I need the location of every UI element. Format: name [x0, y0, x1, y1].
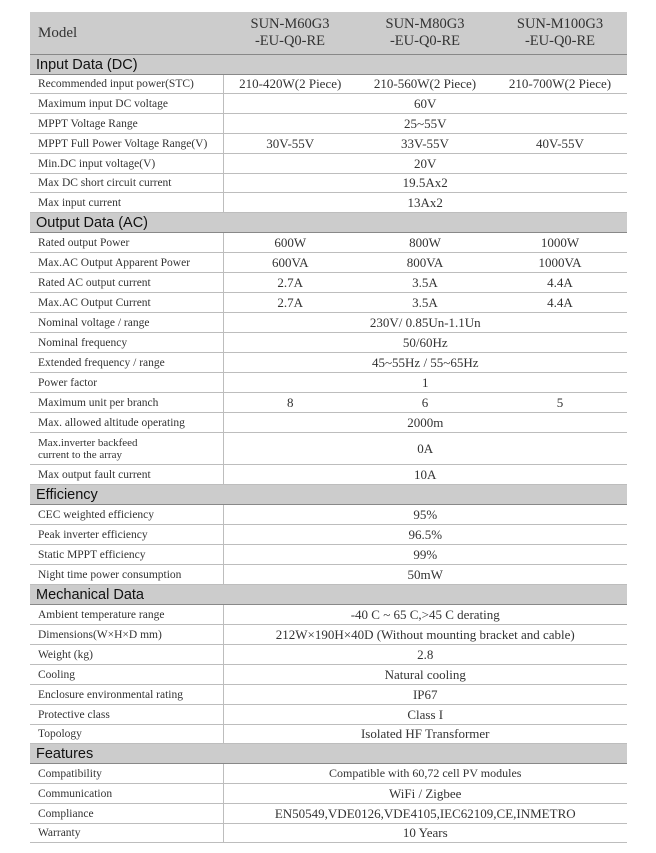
model-name-m80 [357, 12, 493, 55]
section-header [30, 55, 627, 75]
spec-row [30, 665, 627, 685]
spec-value: 3.5A [357, 273, 493, 293]
spec-row [30, 645, 627, 665]
section-title: Mechanical Data [30, 585, 627, 605]
spec-label: Recommended input power(STC) [30, 75, 223, 94]
spec-table [30, 12, 627, 843]
spec-value: 5 [493, 393, 627, 413]
model-line: SUN-M100G3 [516, 16, 604, 32]
spec-label: Dimensions(W×H×D mm) [30, 625, 223, 645]
spec-table-body [30, 12, 627, 843]
spec-value: 30V-55V [223, 134, 357, 154]
spec-value: 230V/ 0.85Un-1.1Un [223, 313, 627, 333]
spec-value: Isolated HF Transformer [223, 725, 627, 744]
spec-value: 8 [223, 393, 357, 413]
spec-row [30, 154, 627, 174]
spec-label: Power factor [30, 373, 223, 393]
section-header [30, 585, 627, 605]
spec-label: Maximum unit per branch [30, 393, 223, 413]
datasheet [30, 12, 627, 843]
spec-label: Max.AC Output Current [30, 293, 223, 313]
spec-label: Peak inverter efficiency [30, 525, 223, 545]
spec-value: 2.8 [223, 645, 627, 665]
section-header [30, 485, 627, 505]
spec-row [30, 75, 627, 94]
spec-row [30, 685, 627, 705]
spec-label: Max DC short circuit current [30, 174, 223, 193]
spec-label: CEC weighted efficiency [30, 505, 223, 525]
spec-value: 96.5% [223, 525, 627, 545]
spec-value: 2000m [223, 413, 627, 433]
section-title: Output Data (AC) [30, 213, 627, 233]
spec-label: Protective class [30, 705, 223, 725]
spec-label: Nominal voltage / range [30, 313, 223, 333]
spec-value: 60V [223, 94, 627, 114]
spec-label: Warranty [30, 824, 223, 843]
model-line: SUN-M60G3 [250, 16, 330, 32]
spec-value: 1000W [493, 233, 627, 253]
spec-row [30, 433, 627, 465]
spec-value: 99% [223, 545, 627, 565]
spec-label: Static MPPT efficiency [30, 545, 223, 565]
spec-value: 33V-55V [357, 134, 493, 154]
spec-value: 0A [223, 433, 627, 465]
spec-value: 210-560W(2 Piece) [357, 75, 493, 94]
spec-row [30, 465, 627, 485]
section-header [30, 744, 627, 764]
spec-label: Night time power consumption [30, 565, 223, 585]
spec-value: 50/60Hz [223, 333, 627, 353]
spec-value: 25~55V [223, 114, 627, 134]
spec-row [30, 94, 627, 114]
spec-value: 19.5Ax2 [223, 174, 627, 193]
spec-row [30, 253, 627, 273]
spec-value: 13Ax2 [223, 193, 627, 213]
spec-value: 600W [223, 233, 357, 253]
spec-label: Maximum input DC voltage [30, 94, 223, 114]
spec-label: Nominal frequency [30, 333, 223, 353]
spec-value: 10 Years [223, 824, 627, 843]
spec-row [30, 393, 627, 413]
spec-value: 212W×190H×40D (Without mounting bracket and cable) [223, 625, 627, 645]
spec-value: Compatible with 60,72 cell PV modules [223, 764, 627, 784]
model-name-m100 [493, 12, 627, 55]
model-line: -EU-Q0-RE [254, 33, 326, 49]
spec-label: Max input current [30, 193, 223, 213]
spec-row [30, 545, 627, 565]
spec-row [30, 333, 627, 353]
spec-value: 6 [357, 393, 493, 413]
section-header [30, 213, 627, 233]
spec-label: Rated AC output current [30, 273, 223, 293]
section-title: Input Data (DC) [30, 55, 627, 75]
spec-row [30, 725, 627, 744]
spec-label: Rated output Power [30, 233, 223, 253]
spec-row [30, 824, 627, 843]
spec-label: Communication [30, 784, 223, 804]
spec-label: MPPT Voltage Range [30, 114, 223, 134]
spec-value: 800VA [357, 253, 493, 273]
spec-value: 4.4A [493, 293, 627, 313]
spec-value: 1 [223, 373, 627, 393]
spec-row [30, 273, 627, 293]
spec-row [30, 114, 627, 134]
spec-value: EN50549,VDE0126,VDE4105,IEC62109,CE,INMETRO [223, 804, 627, 824]
spec-row [30, 804, 627, 824]
spec-label: Cooling [30, 665, 223, 685]
spec-label: Weight (kg) [30, 645, 223, 665]
spec-value: -40 C ~ 65 C,>45 C derating [223, 605, 627, 625]
spec-row [30, 174, 627, 193]
model-line: -EU-Q0-RE [389, 33, 461, 49]
spec-value: 1000VA [493, 253, 627, 273]
spec-label-line: current to the array [38, 448, 122, 461]
spec-row [30, 705, 627, 725]
spec-value: 210-700W(2 Piece) [493, 75, 627, 94]
spec-label: Enclosure environmental rating [30, 685, 223, 705]
spec-row [30, 784, 627, 804]
spec-label: Compatibility [30, 764, 223, 784]
spec-value: 50mW [223, 565, 627, 585]
spec-value: 20V [223, 154, 627, 174]
spec-row [30, 413, 627, 433]
spec-label: Min.DC input voltage(V) [30, 154, 223, 174]
spec-value: 4.4A [493, 273, 627, 293]
spec-row [30, 233, 627, 253]
spec-label [30, 433, 223, 465]
spec-label: Topology [30, 725, 223, 744]
spec-row [30, 505, 627, 525]
spec-row [30, 565, 627, 585]
spec-row [30, 193, 627, 213]
spec-row [30, 313, 627, 333]
spec-value: 10A [223, 465, 627, 485]
spec-label-line: Max.inverter backfeed [38, 436, 138, 449]
spec-label: Ambient temperature range [30, 605, 223, 625]
spec-row [30, 373, 627, 393]
spec-row [30, 134, 627, 154]
spec-value: 45~55Hz / 55~65Hz [223, 353, 627, 373]
model-label: Model [30, 12, 223, 55]
spec-label: Extended frequency / range [30, 353, 223, 373]
spec-value: 2.7A [223, 293, 357, 313]
spec-label: Max output fault current [30, 465, 223, 485]
model-line: SUN-M80G3 [385, 16, 465, 32]
spec-value: Class I [223, 705, 627, 725]
spec-label: MPPT Full Power Voltage Range(V) [30, 134, 223, 154]
spec-value: Natural cooling [223, 665, 627, 685]
spec-value: 3.5A [357, 293, 493, 313]
spec-value: 600VA [223, 253, 357, 273]
spec-value: IP67 [223, 685, 627, 705]
spec-value: 95% [223, 505, 627, 525]
spec-row [30, 764, 627, 784]
spec-value: 210-420W(2 Piece) [223, 75, 357, 94]
spec-row [30, 293, 627, 313]
spec-row [30, 353, 627, 373]
model-name-m60 [223, 12, 357, 55]
spec-value: 800W [357, 233, 493, 253]
spec-row [30, 525, 627, 545]
model-header-row [30, 12, 627, 55]
spec-label: Max. allowed altitude operating [30, 413, 223, 433]
spec-row [30, 605, 627, 625]
model-line: -EU-Q0-RE [524, 33, 596, 49]
section-title: Efficiency [30, 485, 627, 505]
spec-label: Compliance [30, 804, 223, 824]
spec-value: WiFi / Zigbee [223, 784, 627, 804]
spec-value: 40V-55V [493, 134, 627, 154]
spec-label: Max.AC Output Apparent Power [30, 253, 223, 273]
section-title: Features [30, 744, 627, 764]
spec-value: 2.7A [223, 273, 357, 293]
spec-row [30, 625, 627, 645]
